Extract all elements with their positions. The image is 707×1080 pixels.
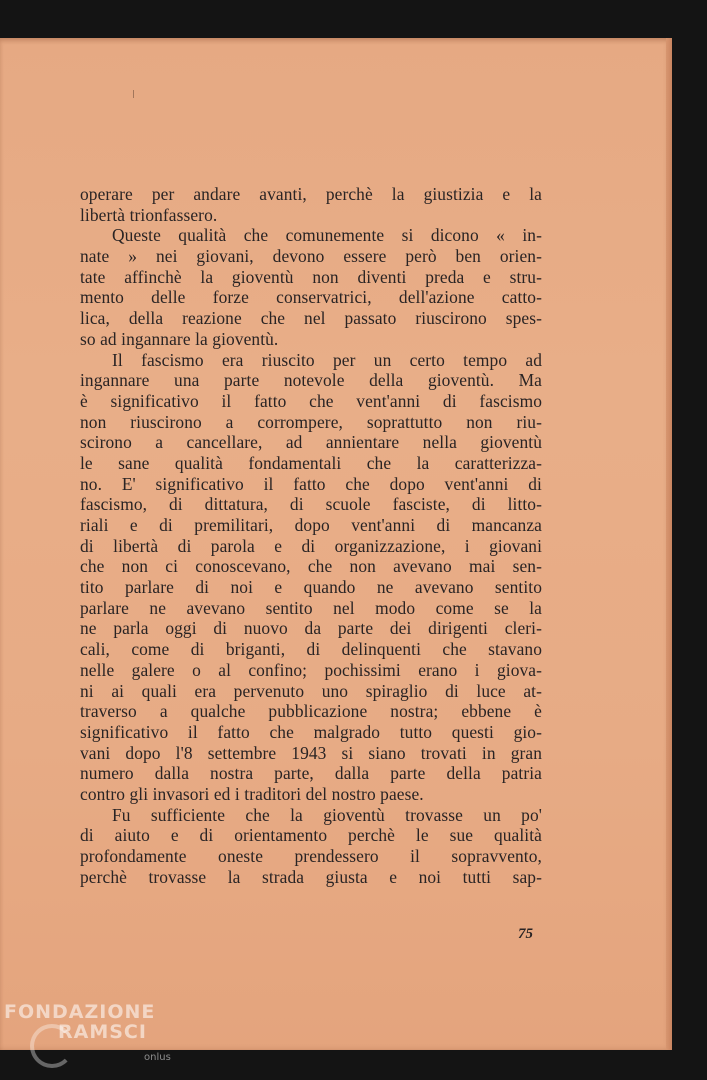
text-line: fascismo, di dittatura, di scuole fasciste, di litto- <box>80 494 542 515</box>
watermark-line-2: RAMSCI <box>58 1021 147 1043</box>
text-line: lica, della reazione che nel passato riuscirono spes- <box>80 308 542 329</box>
text-line: nelle galere o al confino; pochissimi erano i giova- <box>80 659 542 680</box>
text-line: le sane qualità fondamentali che la caratterizza- <box>80 452 542 473</box>
body-text <box>80 184 542 887</box>
text-line: contro gli invasori ed i traditori del nostro paese. <box>80 783 424 804</box>
text-line: Il fascismo era riuscito per un certo tempo ad <box>112 349 542 370</box>
text-line: ne parla oggi di nuovo da parte dei dirigenti cleri- <box>80 618 542 639</box>
page-number: 75 <box>518 926 533 942</box>
text-line: tate affinchè la gioventù non diventi preda e stru- <box>80 266 542 287</box>
text-line: libertà trionfassero. <box>80 204 218 225</box>
text-line: perchè trovasse la strada giusta e noi tutti sap- <box>80 866 542 887</box>
text-line: profondamente oneste prendessero il sopravvento, <box>80 846 542 866</box>
text-line: mento delle forze conservatrici, dell'azione catto- <box>80 287 542 308</box>
text-line: cali, come di briganti, di delinquenti che stavano <box>80 639 542 660</box>
watermark-suffix: onlus <box>144 1052 171 1063</box>
text-line: no. E' significativo il fatto che dopo vent'anni di <box>80 473 542 494</box>
text-line: vani dopo l'8 settembre 1943 si siano trovati in gran <box>80 742 542 763</box>
text-line: operare per andare avanti, perchè la giustizia e la <box>80 184 542 204</box>
text-line: so ad ingannare la gioventù. <box>80 328 279 349</box>
watermark <box>4 1002 155 1042</box>
book-page <box>0 38 672 1050</box>
text-line: scirono a cancellare, ad annientare nella gioventù <box>80 432 542 453</box>
text-line: traverso a qualche pubblicazione nostra; ebbene è <box>80 701 542 722</box>
text-line: tito parlare di noi e quando ne avevano sentito <box>80 577 542 598</box>
text-line: riali e di premilitari, dopo vent'anni di mancanza <box>80 515 542 535</box>
text-line: non riuscirono a corrompere, soprattutto non riu- <box>80 411 542 432</box>
watermark-line-1: FONDAZIONE <box>4 1001 156 1023</box>
text-line: che non ci conoscevano, che non avevano mai sen- <box>80 556 542 577</box>
text-line: parlare ne avevano sentito nel modo come se la <box>80 597 542 618</box>
text-line: numero dalla nostra parte, dalla parte della patria <box>80 763 542 784</box>
text-line: significativo il fatto che malgrado tutto questi gio- <box>80 721 542 742</box>
text-line: Queste qualità che comunemente si dicono « in- <box>112 225 542 246</box>
text-line: Fu sufficiente che la gioventù trovasse un po' <box>112 804 542 825</box>
text-line: è significativo il fatto che vent'anni di fascismo <box>80 390 542 411</box>
text-line: ni ai quali era pervenuto uno spiraglio di luce at- <box>80 680 542 701</box>
page-edge <box>666 38 672 1050</box>
page-mark <box>133 90 134 98</box>
text-line: di libertà di parola e di organizzazione, i giovani <box>80 535 542 556</box>
text-line: di aiuto e di orientamento perchè le sue qualità <box>80 825 542 846</box>
text-line: ingannare una parte notevole della gioventù. Ma <box>80 370 542 391</box>
text-line: nate » nei giovani, devono essere però ben orien- <box>80 246 542 267</box>
